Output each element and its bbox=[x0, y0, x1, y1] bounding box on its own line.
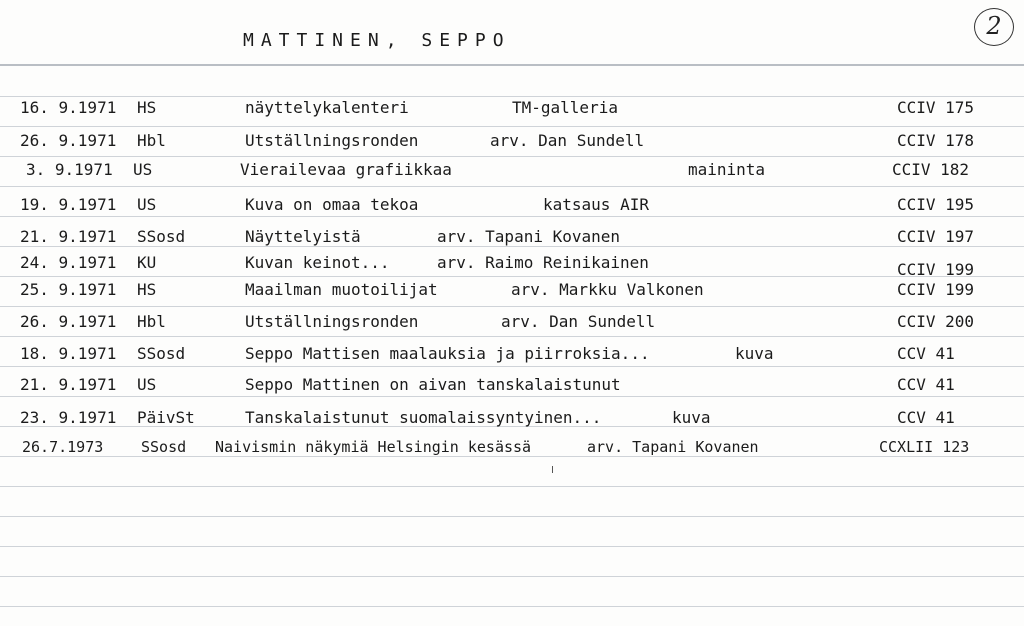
entry-title: Seppo Mattinen on aivan tanskalaistunut bbox=[245, 375, 621, 394]
entry-date: 26. 9.1971 bbox=[20, 312, 117, 331]
entry-date: 26. 9.1971 bbox=[20, 131, 117, 150]
entry-note: arv. Tapani Kovanen bbox=[587, 438, 759, 456]
page-number: 2 bbox=[974, 8, 1014, 46]
entry-source: SSosd bbox=[137, 344, 186, 363]
ruled-line bbox=[0, 546, 1024, 547]
entry-note: arv. Markku Valkonen bbox=[511, 280, 704, 299]
entry-source: US bbox=[137, 375, 157, 394]
entry-date: 21. 9.1971 bbox=[20, 375, 117, 394]
entry-row bbox=[0, 408, 1024, 434]
entry-reference: CCIV 175 bbox=[897, 98, 975, 117]
entry-source: SSosd bbox=[137, 227, 186, 246]
entry-title: Seppo Mattisen maalauksia ja piirroksia... bbox=[245, 344, 650, 363]
entry-source: Hbl bbox=[137, 312, 166, 331]
entry-title: Maailman muotoilijat bbox=[245, 280, 438, 299]
entry-note: arv. Raimo Reinikainen bbox=[437, 253, 649, 272]
pencil-mark bbox=[552, 466, 553, 473]
entry-reference: CCV 41 bbox=[897, 408, 955, 427]
entry-date: 16. 9.1971 bbox=[20, 98, 117, 117]
entry-reference: CCIV 197 bbox=[897, 227, 975, 246]
ruled-line bbox=[0, 486, 1024, 487]
entry-note: arv. Dan Sundell bbox=[490, 131, 645, 150]
ruled-line bbox=[0, 576, 1024, 577]
entry-source: US bbox=[137, 195, 157, 214]
entry-title: Naivismin näkymiä Helsingin kesässä bbox=[215, 438, 532, 456]
entry-row bbox=[0, 280, 1024, 306]
ruled-line bbox=[0, 606, 1024, 607]
entry-row bbox=[0, 227, 1024, 253]
entry-note: katsaus AIR bbox=[543, 195, 649, 214]
entry-date: 26.7.1973 bbox=[22, 438, 104, 456]
entry-source: US bbox=[133, 160, 153, 179]
ruled-line bbox=[0, 516, 1024, 517]
entry-row bbox=[0, 253, 1024, 279]
entry-note: kuva bbox=[672, 408, 711, 427]
entry-reference: CCIV 178 bbox=[897, 131, 975, 150]
entry-reference: CCV 41 bbox=[897, 375, 955, 394]
entry-row bbox=[0, 438, 1024, 464]
ruled-line bbox=[0, 126, 1024, 127]
ruled-line bbox=[0, 306, 1024, 307]
entry-date: 21. 9.1971 bbox=[20, 227, 117, 246]
entry-note: arv. Dan Sundell bbox=[501, 312, 656, 331]
entry-row bbox=[0, 195, 1024, 221]
entry-title: Kuvan keinot... bbox=[245, 253, 390, 272]
entry-note: maininta bbox=[688, 160, 766, 179]
entry-row bbox=[0, 344, 1024, 370]
entry-title: Utställningsronden bbox=[245, 312, 419, 331]
ruled-line bbox=[0, 186, 1024, 187]
entry-source: Hbl bbox=[137, 131, 166, 150]
entry-date: 25. 9.1971 bbox=[20, 280, 117, 299]
entry-title: Utställningsronden bbox=[245, 131, 419, 150]
entry-date: 24. 9.1971 bbox=[20, 253, 117, 272]
entry-row bbox=[0, 98, 1024, 124]
entry-title: Tanskalaistunut suomalaissyntyinen... bbox=[245, 408, 602, 427]
entry-reference: CCXLII 123 bbox=[879, 438, 970, 456]
entry-source: HS bbox=[137, 280, 157, 299]
entry-date: 23. 9.1971 bbox=[20, 408, 117, 427]
entry-date: 18. 9.1971 bbox=[20, 344, 117, 363]
entry-reference: CCIV 182 bbox=[892, 160, 970, 179]
entry-title: näyttelykalenteri bbox=[245, 98, 409, 117]
entry-source: HS bbox=[137, 98, 157, 117]
entry-note: arv. Tapani Kovanen bbox=[437, 227, 621, 246]
entry-row bbox=[0, 160, 1024, 186]
entry-note: kuva bbox=[735, 344, 774, 363]
entry-source: PäivSt bbox=[137, 408, 195, 427]
entry-title: Näyttelyistä bbox=[245, 227, 361, 246]
entry-row bbox=[0, 312, 1024, 338]
card-title: MATTINEN, SEPPO bbox=[243, 30, 511, 51]
entry-reference: CCIV 199 bbox=[897, 280, 975, 299]
entry-reference: CCV 41 bbox=[897, 344, 955, 363]
entry-reference: CCIV 200 bbox=[897, 312, 975, 331]
entry-reference: CCIV 195 bbox=[897, 195, 975, 214]
entry-date: 3. 9.1971 bbox=[26, 160, 113, 179]
ruled-line bbox=[0, 96, 1024, 97]
entry-source: SSosd bbox=[141, 438, 187, 456]
entry-title: Vierailevaa grafiikkaa bbox=[240, 160, 452, 179]
entry-note: TM-galleria bbox=[512, 98, 618, 117]
entry-row bbox=[0, 131, 1024, 157]
entry-title: Kuva on omaa tekoa bbox=[245, 195, 419, 214]
entry-source: KU bbox=[137, 253, 157, 272]
entry-row bbox=[0, 375, 1024, 401]
entry-reference: CCIV 199 bbox=[897, 260, 975, 279]
entry-date: 19. 9.1971 bbox=[20, 195, 117, 214]
header-rule bbox=[0, 64, 1024, 66]
